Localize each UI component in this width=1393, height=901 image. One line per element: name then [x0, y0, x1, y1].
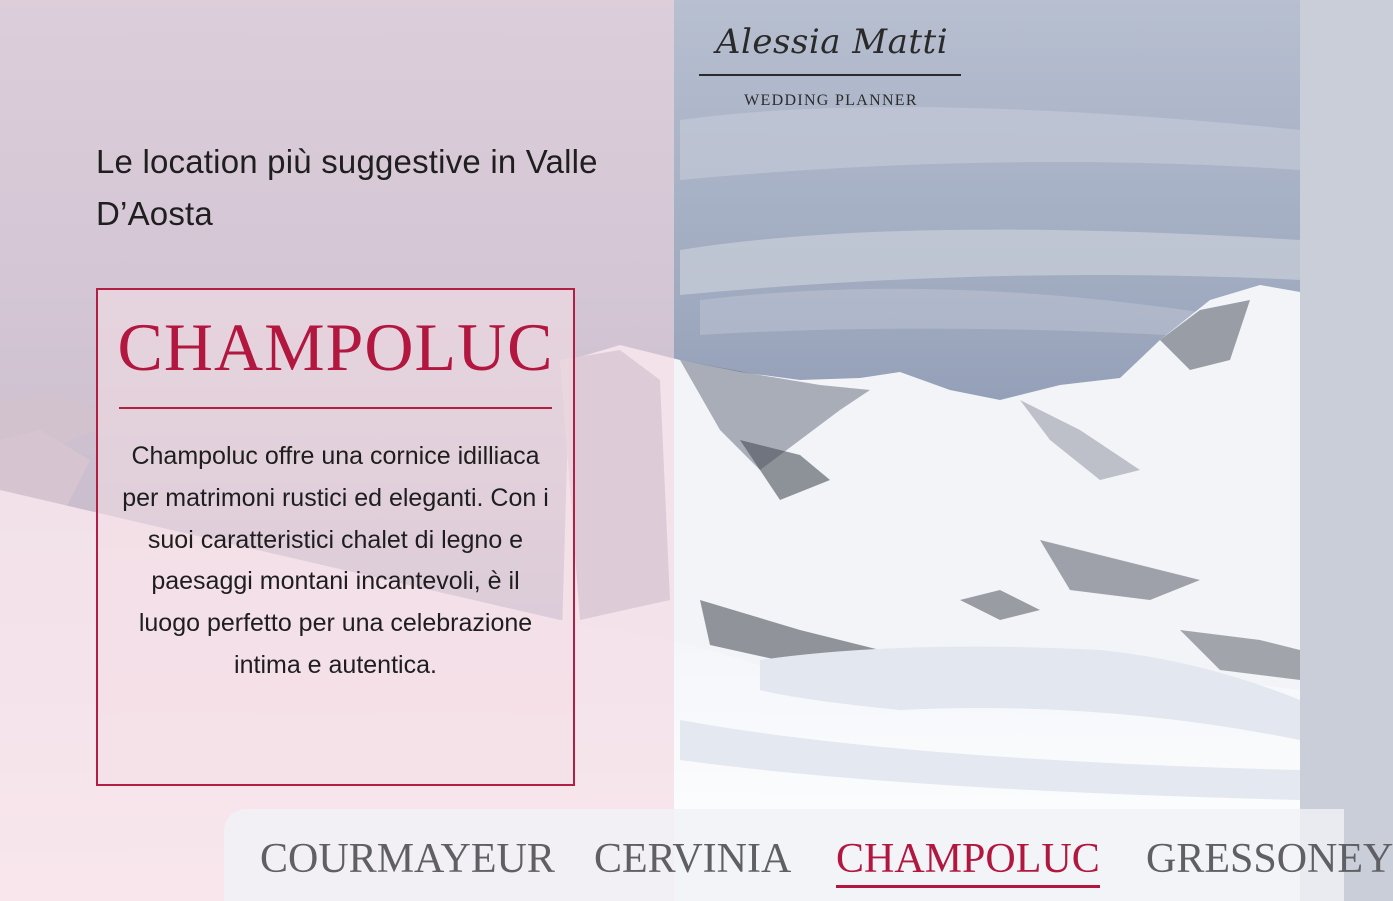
brand-logo[interactable] [699, 22, 961, 110]
location-title: CHAMPOLUC [117, 309, 554, 385]
logo-divider [699, 74, 961, 76]
nav-item-gressoney[interactable]: GRESSONEY [1146, 836, 1393, 882]
card-divider [119, 407, 552, 409]
page-headline: Le location più suggestive in Valle D’Aosta [96, 143, 598, 232]
location-description: Champoluc offre una cornice idilliaca per matrimoni rustici ed eleganti. Con i suoi caratteristici chalet di legno e paesaggi montani incantevoli, è il luogo perfetto per una celebrazione intima e autentica. [122, 442, 549, 679]
nav-item-courmayeur[interactable]: COURMAYEUR [260, 836, 555, 882]
location-nav [224, 809, 1393, 901]
brand-name: Alessia Matti [715, 22, 949, 62]
nav-item-champoluc[interactable]: CHAMPOLUC [836, 835, 1100, 888]
location-card [96, 288, 575, 786]
nav-item-cervinia[interactable]: CERVINIA [594, 836, 792, 882]
brand-tagline: WEDDING PLANNER [744, 92, 918, 109]
